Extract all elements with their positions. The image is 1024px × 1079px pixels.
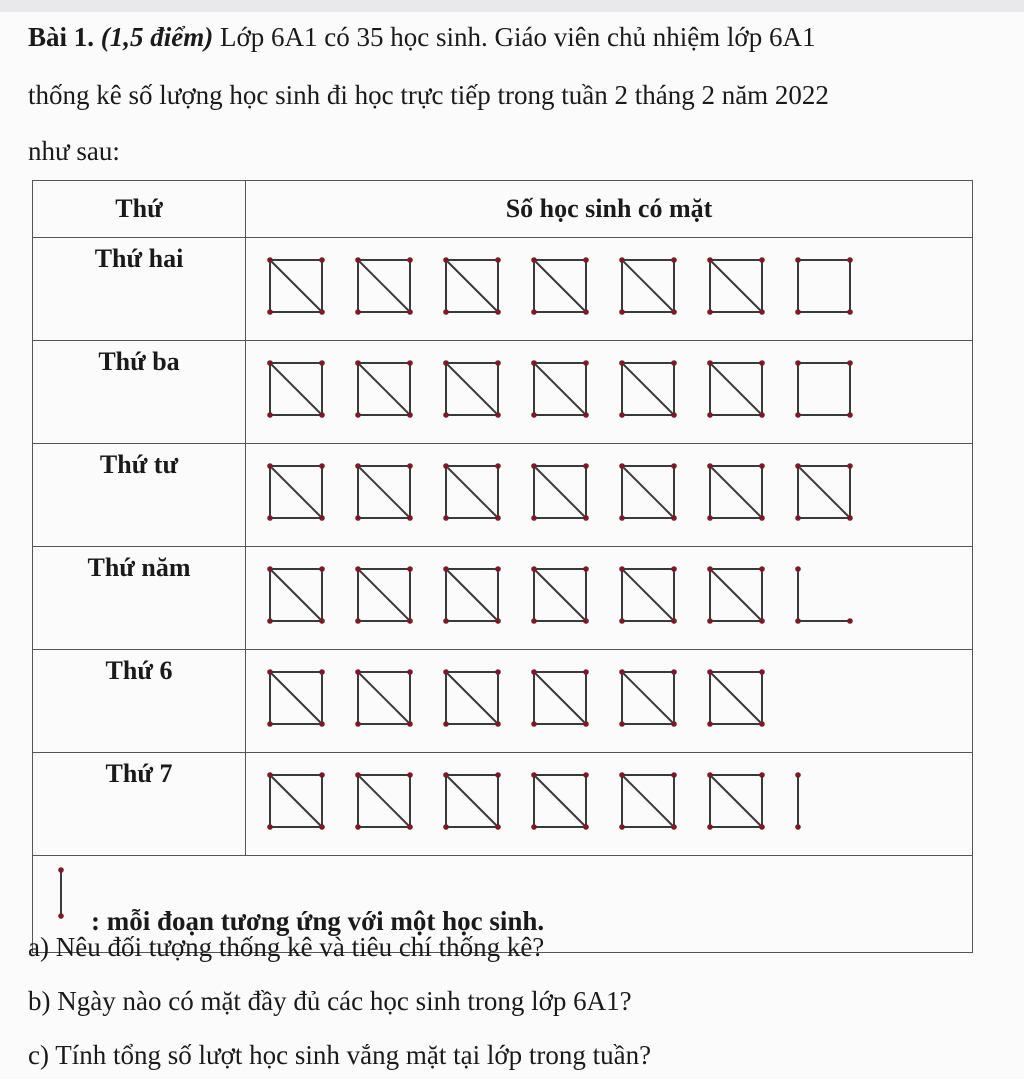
tally-dot bbox=[671, 772, 677, 778]
tally-dot bbox=[795, 309, 801, 315]
tally-dot bbox=[319, 515, 325, 521]
tally-group bbox=[267, 772, 325, 830]
tally-dot bbox=[355, 360, 361, 366]
tally-stroke bbox=[622, 775, 674, 827]
tally-dot bbox=[619, 566, 625, 572]
tally-dot bbox=[707, 721, 713, 727]
tally-dot bbox=[671, 309, 677, 315]
tally-dot bbox=[795, 463, 801, 469]
tally-dot bbox=[619, 721, 625, 727]
tally-group bbox=[355, 772, 413, 830]
tally-dot bbox=[355, 669, 361, 675]
tally-dot bbox=[619, 412, 625, 418]
tally-dot bbox=[495, 824, 501, 830]
intro-text-1: Lớp 6A1 có 35 học sinh. Giáo viên chủ nhiệm lớp 6A1 bbox=[213, 22, 816, 52]
tally-stroke bbox=[622, 260, 674, 312]
tally-dot bbox=[319, 257, 325, 263]
tally-group bbox=[531, 360, 589, 418]
tally-group bbox=[619, 463, 677, 521]
tally-dot bbox=[495, 721, 501, 727]
problem-intro-line-3: như sau: bbox=[28, 136, 120, 166]
tally-dot bbox=[707, 463, 713, 469]
tally-dot bbox=[759, 618, 765, 624]
tally-stroke bbox=[358, 363, 410, 415]
day-label: Thứ hai bbox=[33, 238, 246, 341]
tally-group bbox=[267, 257, 325, 315]
tally-dot bbox=[619, 463, 625, 469]
tally-dot bbox=[795, 618, 801, 624]
day-label: Thứ tư bbox=[33, 444, 246, 547]
tally-dot bbox=[847, 257, 853, 263]
tally-dot bbox=[619, 360, 625, 366]
tally-dot bbox=[267, 721, 273, 727]
tally-dot bbox=[619, 669, 625, 675]
tally-dot bbox=[319, 412, 325, 418]
tally-cell bbox=[246, 753, 973, 856]
tally-dot bbox=[495, 669, 501, 675]
tally-dot bbox=[407, 772, 413, 778]
tally-dot bbox=[443, 309, 449, 315]
tally-dot bbox=[583, 257, 589, 263]
tally-dot bbox=[267, 772, 273, 778]
tally-stroke bbox=[534, 775, 586, 827]
tally-stroke bbox=[270, 363, 322, 415]
tally-group bbox=[795, 257, 853, 315]
tally-group bbox=[443, 566, 501, 624]
tally-group bbox=[707, 669, 765, 727]
tally-stroke bbox=[270, 672, 322, 724]
tally-dot bbox=[671, 618, 677, 624]
tally-dot bbox=[759, 824, 765, 830]
tally-dot bbox=[707, 309, 713, 315]
tally-dot bbox=[583, 618, 589, 624]
tally-stroke bbox=[358, 569, 410, 621]
tally-stroke bbox=[270, 775, 322, 827]
tally-dot bbox=[759, 515, 765, 521]
tally-stroke bbox=[446, 569, 498, 621]
tally-dot bbox=[319, 618, 325, 624]
tally-dot bbox=[443, 824, 449, 830]
tally-dot bbox=[355, 721, 361, 727]
tally-dot bbox=[531, 721, 537, 727]
tally-dot bbox=[583, 721, 589, 727]
tally-dot bbox=[707, 412, 713, 418]
tally-dot bbox=[407, 309, 413, 315]
tally-group bbox=[443, 463, 501, 521]
tally-group bbox=[443, 669, 501, 727]
tally-dot bbox=[759, 772, 765, 778]
tally-dot bbox=[707, 824, 713, 830]
tally-dot bbox=[443, 721, 449, 727]
tally-dot bbox=[759, 257, 765, 263]
tally-dot bbox=[847, 515, 853, 521]
tally-dot bbox=[407, 515, 413, 521]
tally-group bbox=[531, 669, 589, 727]
tally-dot bbox=[759, 463, 765, 469]
question-b: b) Ngày nào có mặt đầy đủ các học sinh trong lớp 6A1? bbox=[28, 986, 632, 1016]
tally-dot bbox=[759, 309, 765, 315]
tally-group bbox=[355, 566, 413, 624]
tally-stroke bbox=[270, 466, 322, 518]
tally-dot bbox=[671, 566, 677, 572]
tally-group bbox=[531, 463, 589, 521]
tally-stroke bbox=[622, 672, 674, 724]
tally-dot bbox=[443, 618, 449, 624]
tally-dot bbox=[267, 309, 273, 315]
tally-stroke bbox=[358, 260, 410, 312]
tally-dot bbox=[671, 463, 677, 469]
tally-dot bbox=[407, 824, 413, 830]
problem-intro-line-1 bbox=[28, 22, 998, 52]
tally-stroke bbox=[358, 466, 410, 518]
legend-tally-mark bbox=[53, 864, 73, 929]
tally-dot bbox=[847, 463, 853, 469]
tally-group bbox=[619, 669, 677, 727]
tally-dot bbox=[583, 824, 589, 830]
tally-dot bbox=[795, 360, 801, 366]
tally-dot bbox=[795, 566, 801, 572]
tally-stroke bbox=[446, 672, 498, 724]
tally-dot bbox=[319, 463, 325, 469]
tally-dot bbox=[583, 309, 589, 315]
day-label: Thứ 7 bbox=[33, 753, 246, 856]
tally-marks bbox=[246, 450, 966, 540]
tally-dot bbox=[531, 309, 537, 315]
tally-dot bbox=[407, 669, 413, 675]
tally-group bbox=[795, 360, 853, 418]
tally-dot bbox=[847, 309, 853, 315]
tally-group bbox=[267, 463, 325, 521]
tally-group bbox=[267, 566, 325, 624]
legend-text: : mỗi đoạn tương ứng với một học sinh. bbox=[91, 906, 545, 936]
tally-marks bbox=[246, 244, 966, 334]
tally-stroke bbox=[358, 775, 410, 827]
tally-dot bbox=[531, 463, 537, 469]
tally-dot bbox=[531, 566, 537, 572]
tally-stroke bbox=[622, 466, 674, 518]
tally-dot bbox=[795, 257, 801, 263]
tally-group bbox=[267, 669, 325, 727]
problem-intro-line-2: thống kê số lượng học sinh đi học trực tiếp trong tuần 2 tháng 2 năm 2022 bbox=[28, 80, 829, 110]
tally-dot bbox=[319, 566, 325, 572]
tally-dot bbox=[495, 257, 501, 263]
tally-dot bbox=[495, 566, 501, 572]
tally-group bbox=[707, 257, 765, 315]
tally-dot bbox=[671, 360, 677, 366]
tally-group bbox=[355, 669, 413, 727]
tally-dot bbox=[443, 257, 449, 263]
tally-dot bbox=[707, 566, 713, 572]
tally-dot bbox=[619, 257, 625, 263]
tally-stroke bbox=[534, 569, 586, 621]
day-label: Thứ 6 bbox=[33, 650, 246, 753]
tally-dot bbox=[495, 515, 501, 521]
top-bar bbox=[0, 0, 1024, 12]
tally-stroke bbox=[446, 260, 498, 312]
tally-dot bbox=[671, 721, 677, 727]
tally-dot bbox=[619, 309, 625, 315]
tally-dot bbox=[583, 566, 589, 572]
tally-dot bbox=[619, 824, 625, 830]
tally-dot bbox=[619, 515, 625, 521]
tally-dot bbox=[583, 772, 589, 778]
problem-title: Bài 1. bbox=[28, 22, 95, 52]
tally-dot bbox=[759, 669, 765, 675]
tally-dot bbox=[355, 566, 361, 572]
tally-dot bbox=[495, 618, 501, 624]
tally-dot bbox=[355, 463, 361, 469]
tally-cell bbox=[246, 341, 973, 444]
tally-dot bbox=[355, 309, 361, 315]
tally-dot bbox=[583, 463, 589, 469]
tally-group bbox=[707, 360, 765, 418]
tally-dot bbox=[267, 566, 273, 572]
tally-dot bbox=[531, 824, 537, 830]
header-count: Số học sinh có mặt bbox=[246, 181, 973, 238]
tally-dot bbox=[267, 412, 273, 418]
question-c: c) Tính tổng số lượt học sinh vắng mặt tại lớp trong tuần? bbox=[28, 1040, 652, 1070]
tally-dot bbox=[267, 669, 273, 675]
problem-points: (1,5 điểm) bbox=[100, 22, 214, 52]
tally-stroke bbox=[622, 363, 674, 415]
tally-group bbox=[619, 566, 677, 624]
tally-dot bbox=[847, 412, 853, 418]
tally-stroke bbox=[446, 775, 498, 827]
tally-dot bbox=[495, 772, 501, 778]
tally-dot bbox=[671, 412, 677, 418]
tally-group bbox=[355, 463, 413, 521]
tally-dot bbox=[707, 669, 713, 675]
header-day: Thứ bbox=[33, 181, 246, 238]
tally-group bbox=[531, 257, 589, 315]
tally-dot bbox=[355, 412, 361, 418]
tally-group bbox=[707, 463, 765, 521]
tally-dot bbox=[759, 566, 765, 572]
tally-cell bbox=[246, 444, 973, 547]
tally-group bbox=[355, 360, 413, 418]
tally-dot bbox=[671, 515, 677, 521]
tally-dot bbox=[671, 257, 677, 263]
tally-dot bbox=[267, 515, 273, 521]
tally-dot bbox=[619, 618, 625, 624]
tally-dot bbox=[671, 824, 677, 830]
tally-dot bbox=[407, 566, 413, 572]
tally-dot bbox=[443, 566, 449, 572]
tally-group bbox=[795, 566, 853, 624]
tally-dot bbox=[707, 360, 713, 366]
tally-cell bbox=[246, 547, 973, 650]
tally-dot bbox=[583, 360, 589, 366]
tally-group bbox=[355, 257, 413, 315]
tally-dot bbox=[531, 772, 537, 778]
tally-dot bbox=[407, 257, 413, 263]
tally-dot bbox=[319, 824, 325, 830]
tally-dot bbox=[267, 463, 273, 469]
tally-dot bbox=[495, 360, 501, 366]
tally-dot bbox=[583, 412, 589, 418]
tally-dot bbox=[267, 618, 273, 624]
tally-dot bbox=[319, 772, 325, 778]
tally-dot bbox=[267, 824, 273, 830]
tally-dot bbox=[355, 618, 361, 624]
question-a: a) Nêu đối tượng thống kê và tiêu chí thống kê? bbox=[28, 932, 545, 962]
tally-dot bbox=[319, 360, 325, 366]
tally-marks bbox=[246, 347, 966, 437]
tally-dot bbox=[319, 309, 325, 315]
tally-stroke bbox=[534, 672, 586, 724]
tally-dot bbox=[355, 772, 361, 778]
tally-group bbox=[619, 360, 677, 418]
tally-group bbox=[707, 566, 765, 624]
tally-dot bbox=[495, 309, 501, 315]
tally-dot bbox=[707, 257, 713, 263]
tally-dot bbox=[759, 721, 765, 727]
tally-dot bbox=[443, 463, 449, 469]
tally-group bbox=[443, 360, 501, 418]
tally-stroke bbox=[710, 672, 762, 724]
tally-dot bbox=[795, 824, 801, 830]
tally-dot bbox=[671, 669, 677, 675]
tally-dot bbox=[407, 412, 413, 418]
tally-stroke bbox=[534, 260, 586, 312]
tally-marks bbox=[246, 553, 966, 643]
tally-dot bbox=[707, 772, 713, 778]
tally-marks bbox=[246, 656, 966, 746]
tally-marks bbox=[246, 759, 966, 849]
tally-dot bbox=[355, 824, 361, 830]
tally-dot bbox=[583, 669, 589, 675]
tally-group bbox=[443, 772, 501, 830]
tally-dot bbox=[531, 412, 537, 418]
tally-dot bbox=[319, 721, 325, 727]
tally-stroke bbox=[710, 775, 762, 827]
tally-dot bbox=[495, 463, 501, 469]
tally-stroke bbox=[622, 569, 674, 621]
tally-group bbox=[795, 772, 801, 830]
tally-dot bbox=[759, 412, 765, 418]
tally-group bbox=[267, 360, 325, 418]
tally-stroke bbox=[270, 569, 322, 621]
tally-dot bbox=[407, 721, 413, 727]
tally-dot bbox=[531, 360, 537, 366]
tally-dot bbox=[407, 618, 413, 624]
tally-dot bbox=[531, 618, 537, 624]
tally-dot bbox=[795, 772, 801, 778]
tally-dot bbox=[267, 257, 273, 263]
tally-dot bbox=[707, 618, 713, 624]
tally-dot bbox=[495, 412, 501, 418]
tally-dot bbox=[531, 515, 537, 521]
tally-stroke bbox=[534, 363, 586, 415]
tally-stroke bbox=[710, 466, 762, 518]
tally-stroke bbox=[446, 363, 498, 415]
tally-group bbox=[707, 772, 765, 830]
attendance-tally-table bbox=[32, 180, 973, 953]
tally-dot bbox=[443, 360, 449, 366]
tally-dot bbox=[443, 412, 449, 418]
tally-stroke bbox=[798, 466, 850, 518]
tally-group bbox=[531, 772, 589, 830]
tally-dot bbox=[583, 515, 589, 521]
tally-stroke bbox=[710, 569, 762, 621]
tally-dot bbox=[795, 412, 801, 418]
tally-dot bbox=[407, 360, 413, 366]
tally-group bbox=[531, 566, 589, 624]
tally-stroke bbox=[710, 260, 762, 312]
tally-dot bbox=[355, 257, 361, 263]
tally-dot bbox=[407, 463, 413, 469]
tally-dot bbox=[443, 669, 449, 675]
tally-stroke bbox=[534, 466, 586, 518]
tally-cell bbox=[246, 650, 973, 753]
tally-stroke bbox=[710, 363, 762, 415]
day-label: Thứ ba bbox=[33, 341, 246, 444]
tally-group bbox=[795, 463, 853, 521]
tally-stroke bbox=[358, 672, 410, 724]
tally-stroke bbox=[270, 260, 322, 312]
tally-cell bbox=[246, 238, 973, 341]
tally-dot bbox=[319, 669, 325, 675]
tally-dot bbox=[531, 257, 537, 263]
tally-group bbox=[619, 257, 677, 315]
tally-dot bbox=[355, 515, 361, 521]
tally-dot bbox=[707, 515, 713, 521]
tally-dot bbox=[619, 772, 625, 778]
tally-dot bbox=[443, 772, 449, 778]
day-label: Thứ năm bbox=[33, 547, 246, 650]
tally-group bbox=[619, 772, 677, 830]
tally-dot bbox=[847, 618, 853, 624]
tally-dot bbox=[847, 360, 853, 366]
tally-stroke bbox=[446, 466, 498, 518]
tally-group bbox=[443, 257, 501, 315]
tally-dot bbox=[795, 515, 801, 521]
tally-dot bbox=[267, 360, 273, 366]
tally-dot bbox=[531, 669, 537, 675]
tally-dot bbox=[443, 515, 449, 521]
tally-dot bbox=[759, 360, 765, 366]
